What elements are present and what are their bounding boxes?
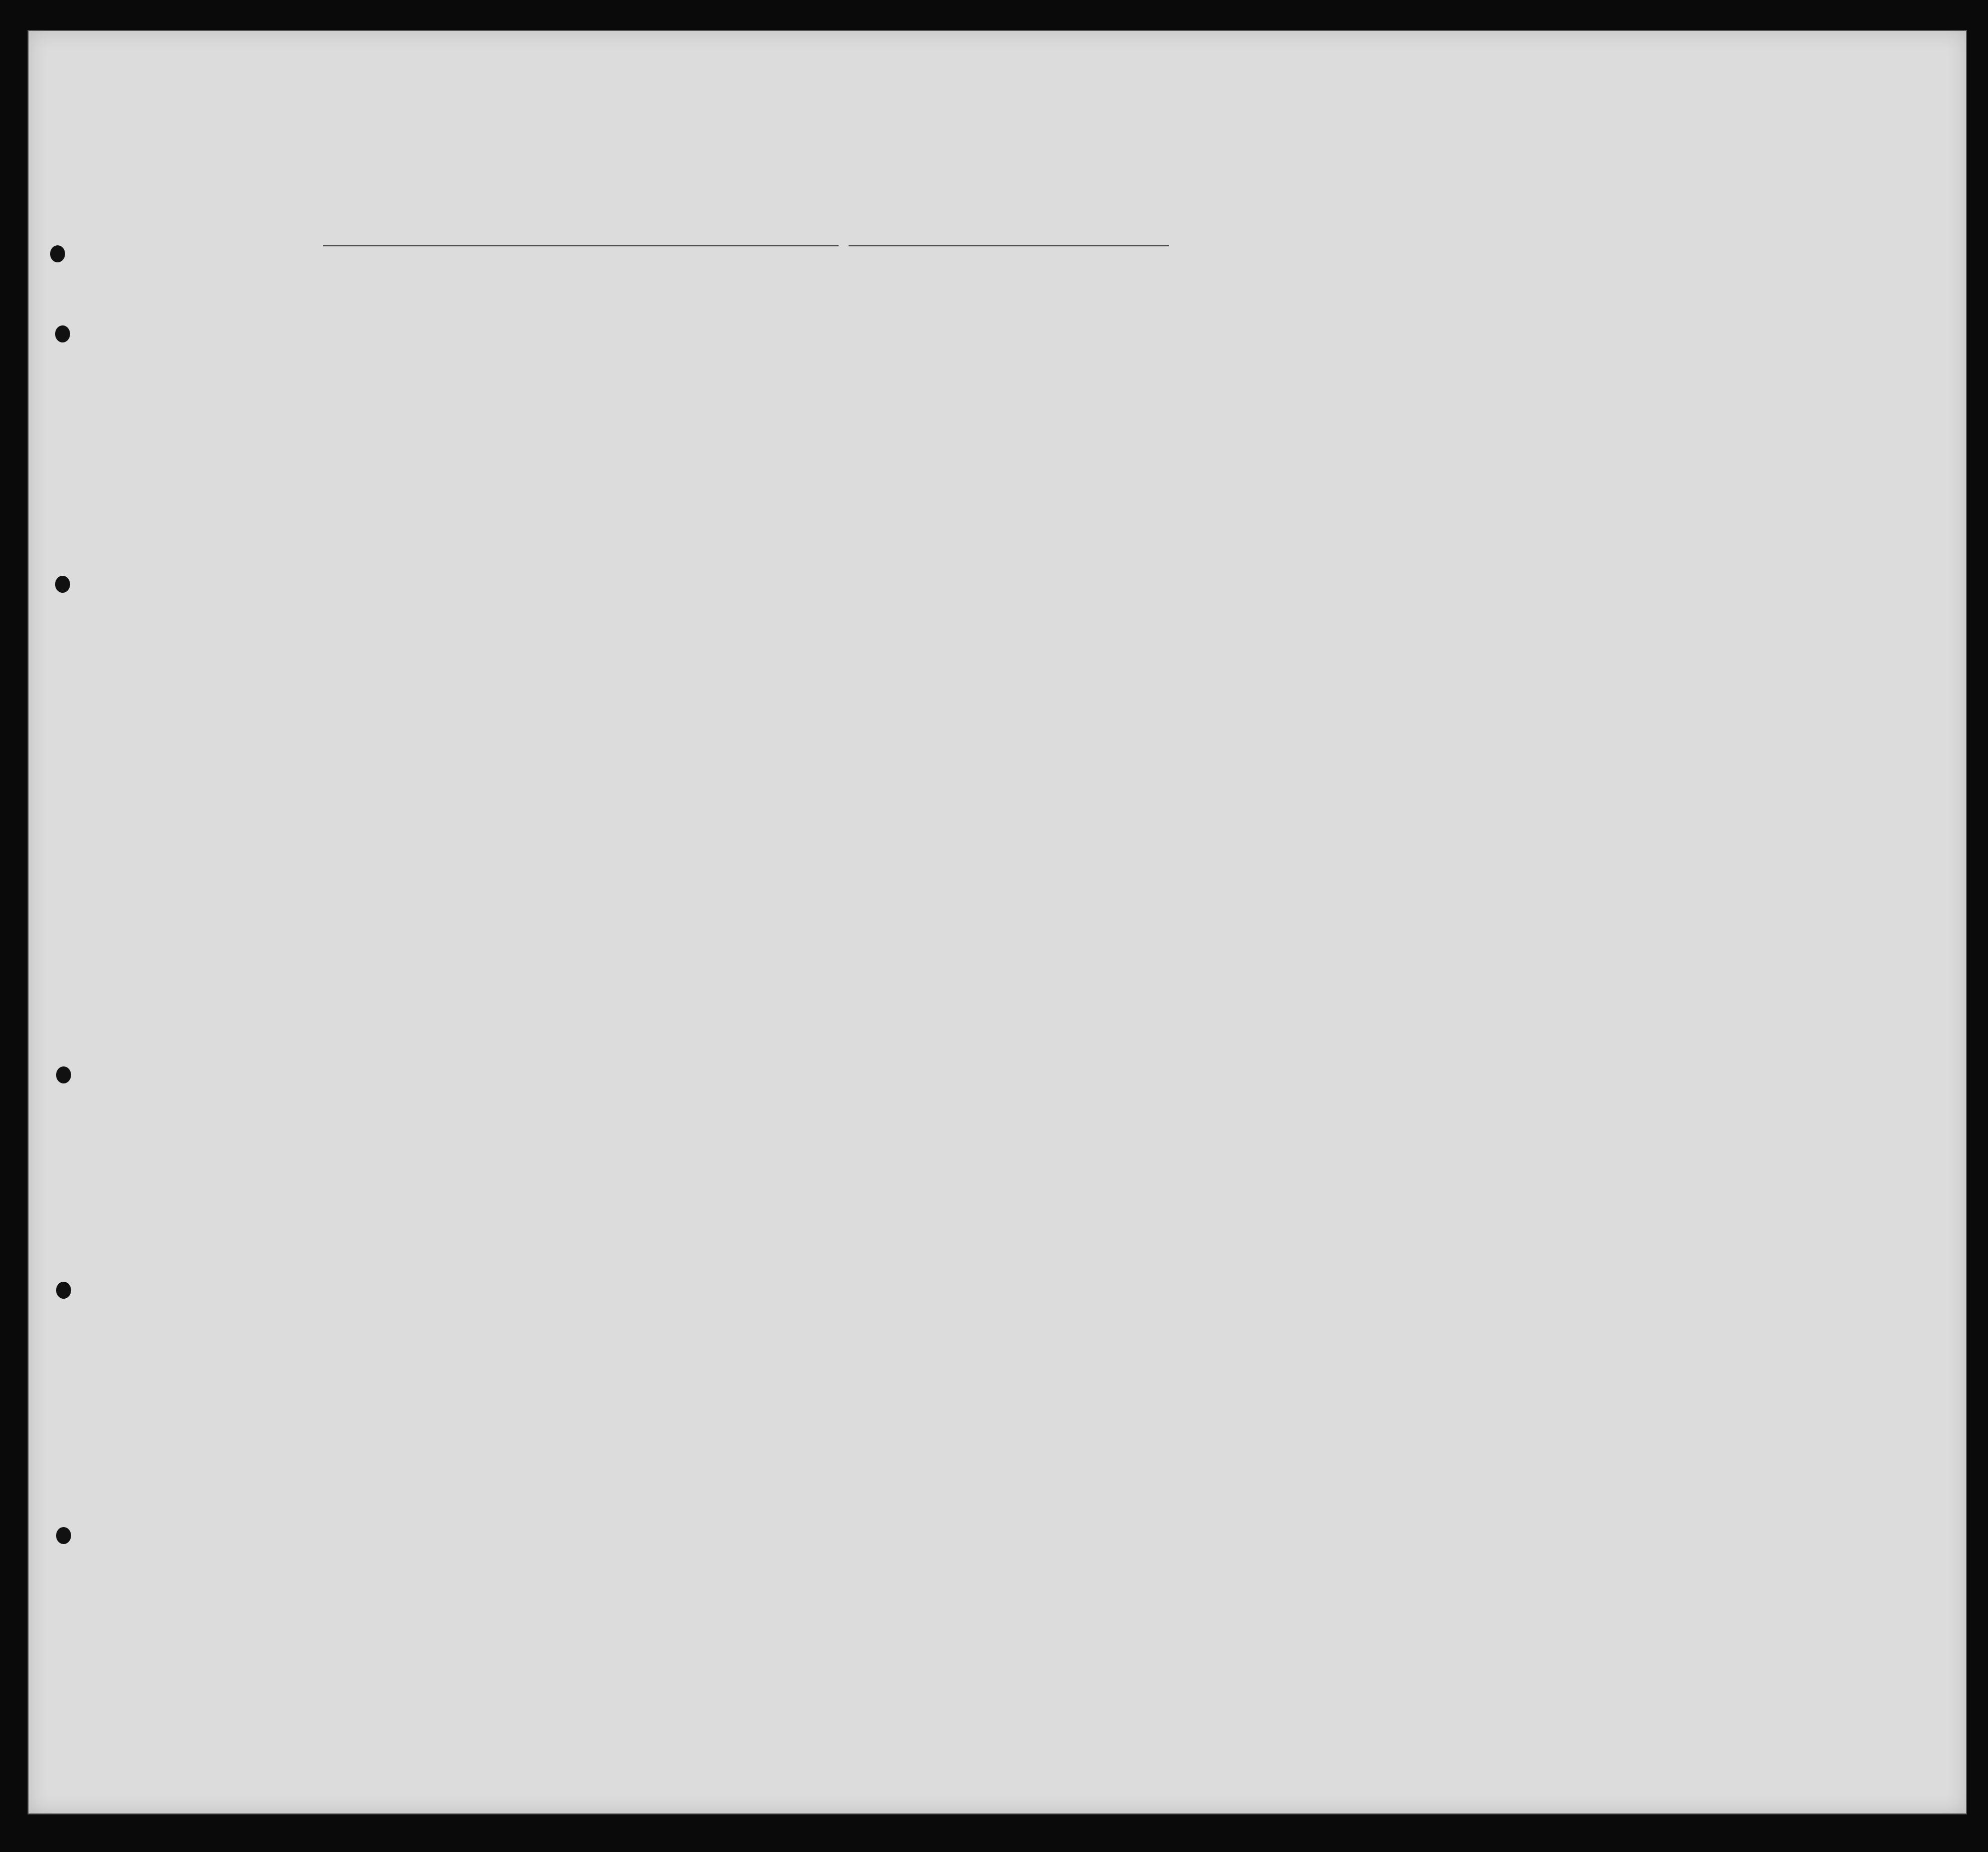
binder-hole — [56, 1527, 71, 1544]
binder-hole — [55, 325, 70, 342]
binder-hole — [56, 1066, 71, 1083]
date-underline — [849, 245, 1169, 246]
binder-hole — [55, 576, 70, 593]
manifest-sheet — [28, 30, 1967, 1814]
port-underline — [323, 245, 839, 246]
binder-hole — [56, 1282, 71, 1299]
binder-hole — [50, 245, 65, 262]
